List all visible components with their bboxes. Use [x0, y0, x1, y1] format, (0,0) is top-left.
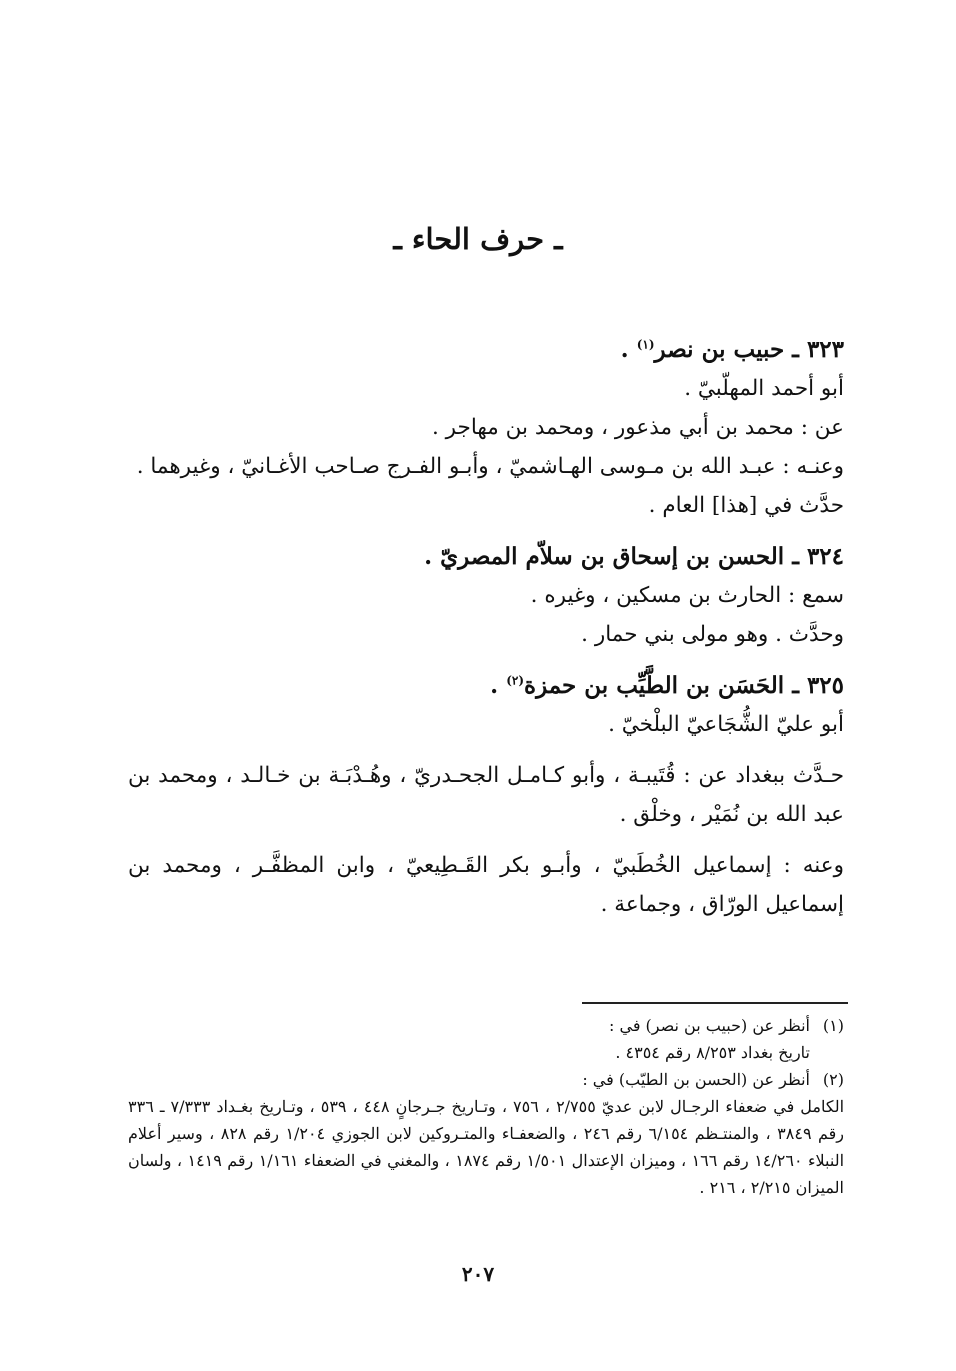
entry-title-end: . — [490, 672, 499, 699]
entry-students: وعنـه : عبـد الله بن مـوسى الهـاشميّ ، وأبـو الفـرج صـاحب الأغـانيّ ، وغيرهما . — [136, 454, 844, 479]
footnote-text: تاريخ بغداد ٨/٢٥٣ رقم ٤٣٥٤ . — [615, 1043, 810, 1062]
entry-title-end: . — [620, 336, 629, 363]
entry-kunya: أبو عليّ الشُّجَاعيّ البلْخيّ . — [608, 712, 844, 737]
page-number: ٢٠٧ — [461, 1262, 495, 1286]
entry-heard: سمع : الحارث بن مسكين ، وغيره . — [530, 583, 844, 608]
entry-title-text: ٣٢٣ ـ حبيب بن نصر — [654, 336, 844, 363]
footnotes — [128, 1012, 844, 1201]
paragraph-spacer — [128, 744, 844, 756]
footnote-body: الكامل في ضعفاء الرجـال لابن عديّ ٢/٧٥٥ ، ٧٥٦ ، وتـاريخ جـرجانٍ ٤٤٨ ، ٥٣٩ ، وتـاريخ بغـداد ٧/٣٣٣ ـ ٣٣٦ رقم ٣٨٤٩ ، والمنتـظم ٦/١٥٤ رقم ٢٤٦ ، والضعفـاء والمتـروكين لابن الجوزي ١/٢٠٤ رقم ٨٢٨ ، وسير أعلام النبلاء ١٤/٢٦٠ رقم ١٦٦ ، وميزان الإعتدال ١/٥٠١ رقم ١٨٧٤ ، والمغني في الضعفاء ١/١٦١ رقم ١٤١٩ ، ولسان الميزان ٢/٢١٥ ، ٢١٦ . — [128, 1097, 845, 1197]
footnote-ref[interactable]: (١) — [636, 337, 655, 352]
entry-323 — [128, 330, 844, 525]
paragraph-spacer — [128, 834, 844, 846]
footnote-number: (٢) — [822, 1070, 844, 1089]
section-title: ـ حرف الحاء ـ — [393, 222, 563, 256]
footnote-ref[interactable]: (٢) — [506, 673, 525, 688]
footnote-number: (١) — [822, 1016, 844, 1035]
biography-entries — [128, 330, 844, 924]
footnote-text: أنظر عن (حبيب بن نصر) في : — [609, 1016, 810, 1035]
entry-kunya: أبو أحمد المهلّبيّ . — [684, 376, 844, 401]
entry-title — [128, 330, 844, 369]
entry-students: وعنه : إسماعيل الخُطَبيّ ، وأبـو بكر القَـطِيعيّ ، وابن المظفَّـر ، ومحمد بن إسماعيل الورّاق ، وجماعة . — [128, 853, 844, 917]
footnote-1 — [128, 1012, 844, 1066]
entry-teachers: عن : محمد بن أبي مذعور ، ومحمد بن مهاجر . — [432, 415, 844, 440]
entry-narrated: حـدَّث ببغداد عن : قُتَيبـة ، وأبو كـامـل الجحـدريّ ، وهُـدْبَـة بن خـالـد ، ومحمد بن عبد الله بن نُمَيْر ، وخلْق . — [128, 763, 844, 827]
entry-title-text: ٣٢٥ ـ الحَسَن بن الطَّيِّب بن حمزة — [524, 672, 844, 699]
entry-title: ٣٢٤ ـ الحسن بن إسحاق بن سلاّم المصريّ . — [424, 543, 844, 570]
entry-note: حدَّث في [هذا] العام . — [648, 493, 844, 518]
footnote-text: أنظر عن (الحسن بن الطيّب) في : — [582, 1070, 810, 1089]
entry-title — [128, 666, 844, 705]
footnote-line — [128, 1012, 844, 1039]
footnote-line — [128, 1066, 844, 1093]
entry-spacer — [128, 654, 844, 666]
footnote-divider — [582, 1002, 848, 1004]
footnote-2 — [128, 1066, 844, 1201]
entry-spacer — [128, 525, 844, 537]
entry-324 — [128, 537, 844, 654]
entry-325 — [128, 666, 844, 924]
entry-note: وحدَّث . وهو مولى بني حمار . — [581, 622, 844, 647]
